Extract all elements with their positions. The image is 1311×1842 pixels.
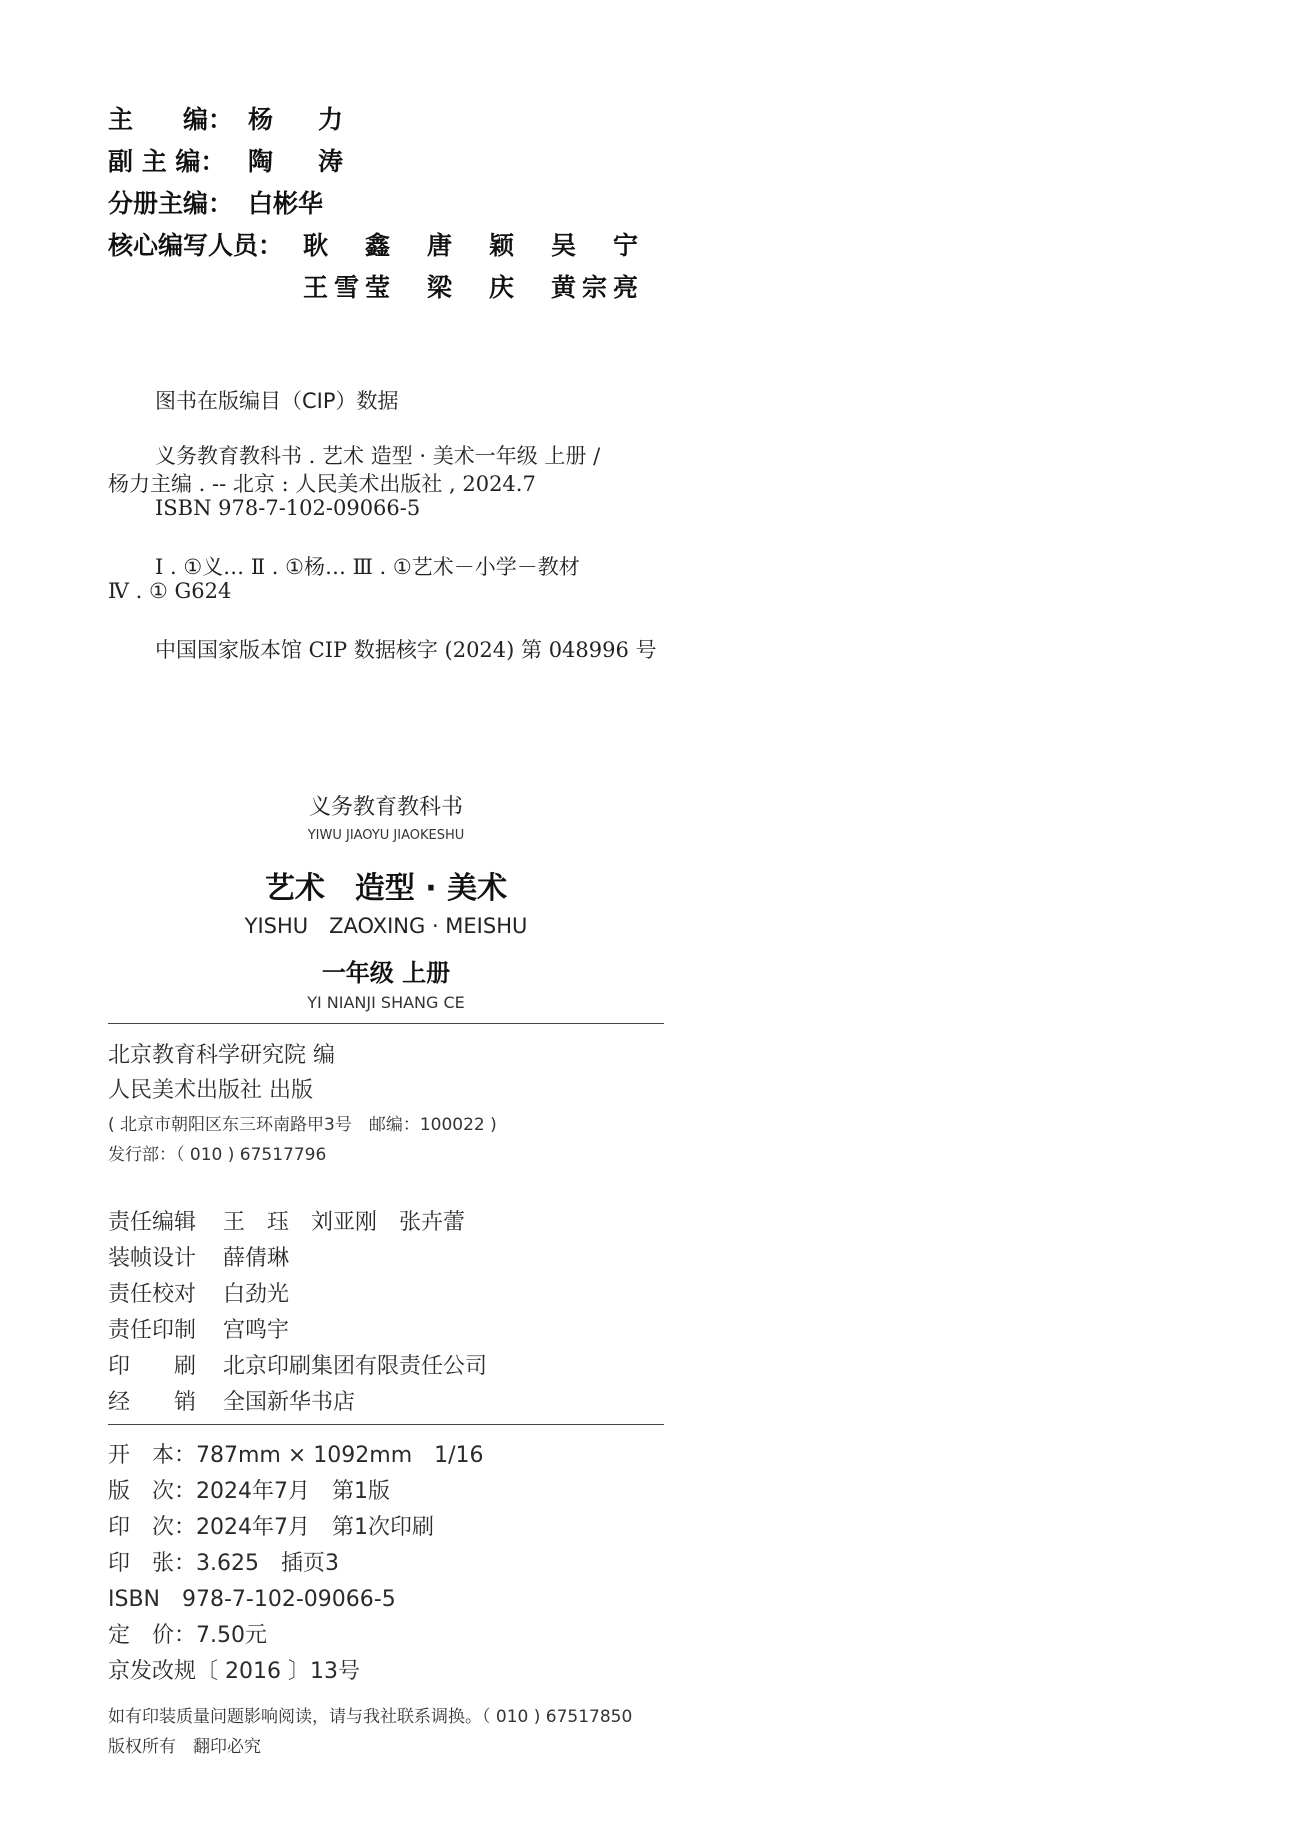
editor-volume-names: 白彬华 (248, 189, 324, 218)
subject-title-pinyin: YISHU ZAOXING · MEISHU (244, 914, 528, 938)
staff-value: 白劲光 (223, 1282, 290, 1307)
cip-line-1: 义务教育教科书 . 艺术 造型 · 美术一年级 上册 / (155, 444, 601, 468)
staff-row (108, 1205, 465, 1236)
spec-regulation: 京发改规〔 2016 〕13号 (108, 1659, 360, 1684)
staff-value: 王 珏 刘亚刚 张卉蕾 (223, 1210, 466, 1235)
editor-deputy-label: 副 主 编： (108, 147, 226, 176)
publisher-name: 人民美术出版社 出版 (108, 1078, 313, 1103)
staff-label: 装帧设计 (108, 1246, 197, 1271)
staff-label: 印 刷 (108, 1354, 197, 1379)
editor-volume-label: 分册主编： (108, 189, 234, 218)
staff-row (108, 1313, 289, 1344)
spec-price: 定 价：7.50元 (108, 1623, 267, 1648)
copyright-notice: 版权所有 翻印必究 (108, 1737, 261, 1757)
grade-title-cn: 一年级 上册 (321, 959, 451, 987)
staff-label: 经 销 (108, 1390, 197, 1415)
series-title-pinyin: YIWU JIAOYU JIAOKESHU (307, 828, 465, 843)
cip-line-6: 中国国家版本馆 CIP 数据核字 (2024) 第 048996 号 (155, 638, 657, 662)
editor-chief-row (108, 100, 353, 136)
staff-row (108, 1385, 355, 1416)
editor-core-names-2: 王雪莹 梁 庆 黄宗亮 (303, 273, 645, 302)
staff-row (108, 1349, 487, 1380)
editor-deputy-row (108, 142, 353, 178)
cip-line-5: Ⅳ . ① G624 (108, 579, 232, 603)
spec-sheets: 印 张：3.625 插页3 (108, 1551, 339, 1576)
divider-bottom (108, 1424, 664, 1425)
editor-core-row-2 (303, 268, 644, 304)
spec-isbn: ISBN 978-7-102-09066-5 (108, 1587, 396, 1612)
spec-format: 开 本：787mm × 1092mm 1/16 (108, 1443, 484, 1468)
staff-label: 责任编辑 (108, 1210, 197, 1235)
divider-top (108, 1023, 664, 1024)
editor-volume-row (108, 184, 323, 220)
staff-label: 责任印制 (108, 1318, 197, 1343)
cip-heading: 图书在版编目（CIP）数据 (155, 389, 399, 413)
staff-value: 北京印刷集团有限责任公司 (223, 1354, 488, 1379)
editor-org: 北京教育科学研究院 编 (108, 1043, 335, 1068)
subject-title-cn: 艺术 造型 · 美术 (264, 871, 508, 906)
staff-value: 全国新华书店 (223, 1390, 356, 1415)
editor-core-label: 核心编写人员： (108, 231, 284, 260)
grade-title-pinyin: YI NIANJI SHANG CE (307, 993, 465, 1012)
staff-label: 责任校对 (108, 1282, 197, 1307)
series-title-cn: 义务教育教科书 (308, 795, 463, 820)
editor-deputy-names: 陶 涛 (248, 147, 354, 176)
editor-chief-names: 杨 力 (248, 105, 354, 134)
editor-core-names-1: 耿 鑫 唐 颖 吴 宁 (303, 231, 645, 260)
quality-notice: 如有印装质量问题影响阅读，请与我社联系调换。（ 010 ) 67517850 (108, 1707, 633, 1727)
cip-line-2: 杨力主编 . -- 北京 : 人民美术出版社 , 2024.7 (108, 472, 536, 496)
staff-value: 宫鸣宇 (223, 1318, 290, 1343)
editor-core-row (108, 226, 644, 262)
spec-edition: 版 次：2024年7月 第1版 (108, 1479, 390, 1504)
cip-line-4: Ⅰ . ①义… Ⅱ . ①杨… Ⅲ . ①艺术－小学－教材 (155, 555, 580, 579)
staff-value: 薛倩琳 (223, 1246, 290, 1271)
editor-chief-label: 主 编： (108, 105, 234, 134)
staff-row (108, 1277, 289, 1308)
cip-line-3: ISBN 978-7-102-09066-5 (155, 496, 421, 520)
spec-printing: 印 次：2024年7月 第1次印刷 (108, 1515, 434, 1540)
distribution-phone: 发行部：（ 010 ) 67517796 (108, 1145, 327, 1165)
publisher-address: ( 北京市朝阳区东三环南路甲3号 邮编：100022 ) (108, 1115, 497, 1135)
staff-row (108, 1241, 289, 1272)
